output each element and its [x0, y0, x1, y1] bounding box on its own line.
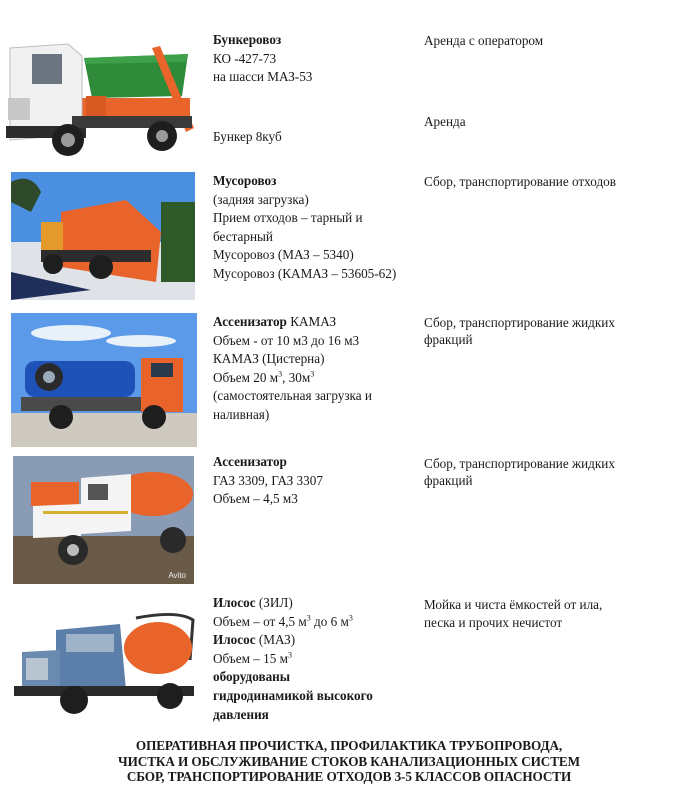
item-title: Илосос [213, 595, 256, 610]
superscript: 3 [348, 613, 353, 623]
item-volume-line [213, 613, 373, 632]
item-description [213, 313, 372, 425]
item-bold-line: гидродинамикой высокого [213, 687, 373, 703]
vacuum-truck-kamaz-image [11, 313, 197, 447]
garbage-truck-icon [11, 172, 195, 300]
item-extra-text: Бункер 8куб [213, 129, 282, 144]
vacuum-truck-gaz-icon [13, 456, 194, 584]
superscript: 3 [287, 650, 292, 660]
footer-line: ОПЕРАТИВНАЯ ПРОЧИСТКА, ПРОФИЛАКТИКА ТРУБОПРОВОДА, [135, 738, 563, 753]
item-service: Сбор, транспортирование жидких фракций [424, 315, 615, 347]
footer-line: ЧИСТКА И ОБСЛУЖИВАНИЕ СТОКОВ КАНАЛИЗАЦИОННЫХ СИСТЕМ [118, 753, 580, 769]
item-title: Ассенизатор [213, 314, 287, 329]
item-service: Сбор, транспортирование жидких фракций [424, 456, 615, 488]
item-bold-line: оборудованы [213, 669, 291, 685]
garbage-truck-image [11, 172, 195, 300]
volume-text: Объем 20 м [213, 369, 279, 385]
superscript: 3 [310, 369, 315, 379]
item-line: Мусоровоз (КАМАЗ – 53605-62) [213, 265, 397, 281]
item-line: КО -427-73 [213, 50, 277, 66]
item-title: Ассенизатор [213, 454, 287, 469]
vacuum-truck-gaz-image [13, 456, 194, 584]
item-line: (самостоятельная загрузка и [213, 388, 372, 404]
sludge-pump-truck-icon [8, 600, 203, 720]
superscript: 3 [278, 369, 283, 379]
item-title: Мусоровоз [213, 173, 277, 188]
item-description [213, 31, 312, 87]
volume-text: Объем – 15 м [213, 650, 288, 666]
footer-line: СБОР, ТРАНСПОРТИРОВАНИЕ ОТХОДОВ 3-5 КЛАССОВ ОПАСНОСТИ [126, 769, 572, 784]
sludge-pump-truck-image [8, 600, 203, 720]
item-line: Прием отходов – тарный и [213, 210, 363, 226]
item-volume-line [213, 369, 372, 388]
item-description [213, 453, 323, 509]
avito-watermark: Avito [168, 571, 186, 580]
item-title-line [213, 313, 372, 332]
item-line: на шасси МАЗ-53 [213, 69, 313, 85]
superscript: 3 [306, 613, 311, 623]
item-bold-line: давления [213, 706, 269, 722]
item-service: Сбор, транспортирование отходов [424, 174, 616, 189]
item-line: Мусоровоз (МАЗ – 5340) [213, 247, 354, 263]
item-description [213, 172, 396, 284]
item-title: Бункеровоз [213, 32, 282, 47]
item-service: Мойка и чиста ёмкостей от ила, песка и прочих нечистот [424, 597, 603, 630]
item-line: наливная) [213, 406, 270, 422]
volume-text: Объем – от 4,5 м [213, 613, 307, 629]
item-description [213, 594, 373, 724]
item-title-line [213, 631, 373, 650]
item-line: Объем - от 10 м3 до 16 м3 [213, 332, 360, 348]
item-line: бестарный [213, 228, 273, 244]
footer-services [0, 738, 698, 785]
item-line: КАМАЗ (Цистерна) [213, 351, 325, 367]
item-title-suffix: (МАЗ) [255, 632, 296, 648]
item-volume-line [213, 650, 373, 669]
skip-loader-truck-icon [2, 36, 202, 166]
item-line: (задняя загрузка) [213, 191, 309, 207]
item-title: Илосос [213, 632, 256, 648]
item-service: Аренда с оператором [424, 33, 544, 48]
volume-text: до 6 м [310, 613, 349, 629]
skip-loader-truck-image [2, 36, 202, 166]
item-line: Объем – 4,5 м3 [213, 491, 298, 507]
item-extra [213, 128, 282, 147]
item-title-suffix: (ЗИЛ) [255, 595, 293, 610]
item-line: ГАЗ 3309, ГАЗ 3307 [213, 472, 323, 488]
volume-text: , 30м [282, 369, 311, 385]
vacuum-truck-kamaz-icon [11, 313, 197, 447]
item-title-line [213, 594, 373, 613]
item-service-extra: Аренда [424, 114, 466, 129]
item-title-suffix: КАМАЗ [286, 314, 337, 329]
